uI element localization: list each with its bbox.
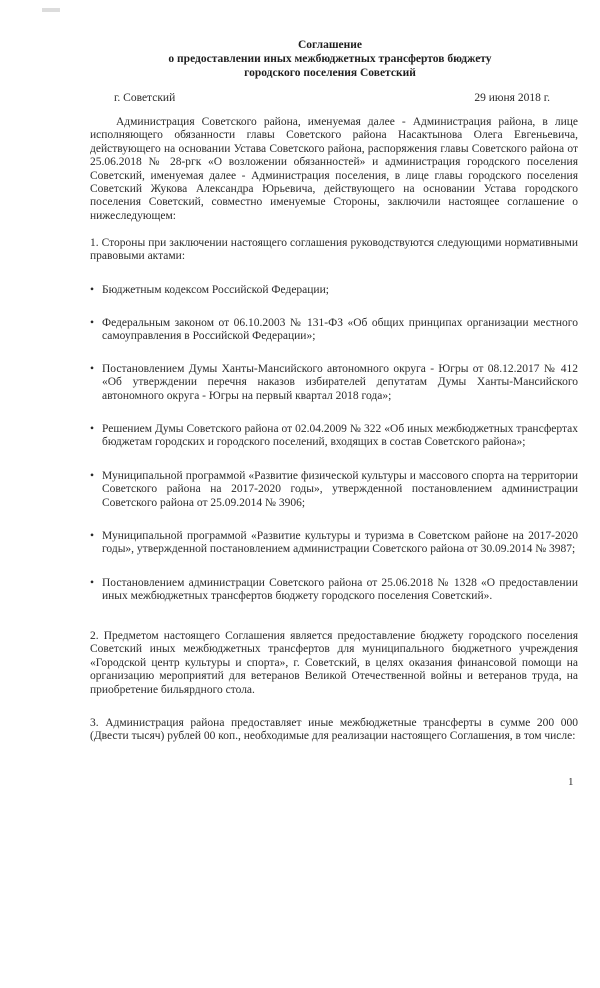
title-line-1: Соглашение (297, 39, 363, 51)
bullet-icon: • (90, 284, 95, 296)
bullet-icon: • (90, 530, 95, 542)
list-item (90, 423, 578, 450)
bullet-icon: • (90, 470, 95, 482)
list-item-text: Постановлением Думы Ханты-Мансийского автономного округа - Югры от 08.12.2017 № 412 «Об утверждении перечня наказов избирателей депутатам Думы Ханты-Мансийского автономного округа - Югры на первый квартал 2018 года»; (102, 363, 578, 402)
list-item (90, 284, 578, 297)
bullet-icon: • (90, 363, 95, 375)
place: г. Советский (114, 92, 176, 104)
paragraph-2 (90, 630, 578, 697)
bullet-icon: • (90, 423, 95, 435)
list-item-text: Федеральным законом от 06.10.2003 № 131-ФЗ «Об общих принципах организации местного самоуправления в Российской Федерации»; (102, 317, 578, 343)
list-item (90, 577, 578, 604)
list-item-text: Муниципальной программой «Развитие культуры и туризма в Советском районе на 2017-2020 годы», утвержденной постановлением администрации Советского района от 30.09.2014 № 3987; (102, 530, 578, 556)
bullet-icon: • (90, 317, 95, 329)
list-item-text: Муниципальной программой «Развитие физической культуры и массового спорта на территории Советского района на 2017-2020 годы», утвержденной постановлением администрации Советского района от 25.09.2014 № 3906; (102, 470, 578, 509)
list-item-text: Решением Думы Советского района от 02.04.2009 № 322 «Об иных межбюджетных трансфертах бюджетам городских и городского поселений, входящих в состав Советского района»; (102, 423, 578, 449)
paragraph-3-text: 3. Администрация района предоставляет иные межбюджетные трансферты в сумме 200 000 (Двести тысяч) рублей 00 коп., необходимые для реализации настоящего Соглашения, в том числе: (90, 717, 578, 743)
bullet-icon: • (90, 577, 95, 589)
title-line-3: городского поселения Советский (244, 67, 416, 79)
paragraph-1-text: 1. Стороны при заключении настоящего соглашения руководствуются следующими нормативными правовыми актами: (90, 237, 578, 263)
paragraph-2-text: 2. Предметом настоящего Соглашения является предоставление бюджету городского поселения Советский иных межбюджетных трансфертов для муниципального бюджетного учреждения «Городской центр культуры и спорта», г. Советский, в целях оказания финансовой помощи на организацию мероприятий для ветеранов Великой Отечественной войны и ветеранов труда, на приобретение бильярдного стола. (90, 630, 578, 696)
document-date: 29 июня 2018 г. (474, 92, 550, 104)
list-item-text: Постановлением администрации Советского района от 25.06.2018 № 1328 «О предоставлении иных межбюджетных трансфертов бюджету городского поселения Советский». (102, 577, 578, 603)
page-number: 1 (568, 776, 574, 788)
paragraph-1 (90, 237, 578, 264)
document-title (0, 38, 600, 80)
title-line-2: о предоставлении иных межбюджетных трансфертов бюджету (168, 53, 492, 65)
intro-text: Администрация Советского района, именуемая далее - Администрация района, в лице исполняющего обязанности главы Советского района Насактынова Олега Евгеньевича, действующего на основании Устава Советского района, распоряжения главы Советского района от 25.06.2018 № 28-ргк «О возложении обязанностей» и администрация городского поселения Советский, именуемая далее - Администрация поселения, в лице главы городского поселения Советский Жукова Александра Юрьевича, действующего на основании Устава городского поселения Советский, совместно именуемые Стороны, заключили настоящее соглашение о нижеследующем: (90, 116, 578, 222)
list-item (90, 470, 578, 510)
intro-paragraph (90, 116, 578, 223)
list-item (90, 530, 578, 557)
list-item-text: Бюджетным кодексом Российской Федерации; (102, 284, 329, 296)
scan-artifact (42, 8, 60, 12)
list-item (90, 317, 578, 344)
place-date-line (114, 92, 550, 104)
paragraph-3 (90, 717, 578, 744)
list-item (90, 363, 578, 403)
